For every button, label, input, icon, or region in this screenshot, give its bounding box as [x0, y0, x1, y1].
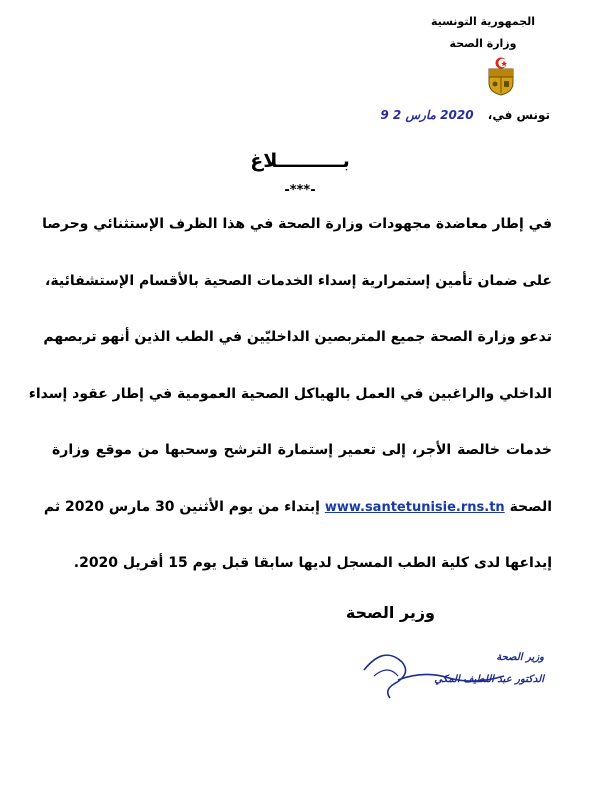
signature-line-title: وزير الصحة	[496, 652, 544, 663]
tunisia-coat-of-arms-icon	[484, 56, 518, 96]
date-value: 2020 مارس 2 9	[380, 108, 474, 122]
signature-stamp	[354, 640, 544, 710]
body-line: خدمات خالصة الأجر، إلى تعمير إستمارة الترشح وسحبها من موقع وزارة	[52, 442, 552, 458]
republic-name: الجمهورية التونسية	[430, 15, 536, 28]
body-line: تدعو وزارة الصحة جميع المتربصين الداخليّين في الطب الذين أنهو تربصهم	[43, 329, 552, 345]
communique-body	[28, 214, 552, 610]
ministry-website-link[interactable]: www.santetunisie.rns.tn	[324, 499, 505, 515]
date-label: تونس في،	[487, 108, 550, 122]
body-line: في إطار معاضدة مجهودات وزارة الصحة في هذا الظرف الإستثنائي وحرصا	[42, 216, 552, 232]
date-line	[380, 108, 550, 122]
body-line-end: إبتداء من يوم الأثنين 30 مارس 2020 ثم	[43, 498, 320, 515]
body-line: إيداعها لدى كلية الطب المسجل لديها سابقا قبل يوم 15 أفريل 2020.	[73, 555, 552, 571]
signature-line-name: الدكتور عبد اللطيف المكي	[434, 674, 544, 685]
body-line-with-link	[43, 497, 552, 517]
body-line-start: الصحة	[509, 498, 552, 515]
communique-title: بــــــــــلاغ	[250, 150, 350, 172]
body-line: الداخلي والراغبين في العمل بالهياكل الصحية العمومية في إطار عقود إسداء	[28, 385, 552, 402]
signer-title: وزير الصحة	[345, 603, 435, 622]
title-separator: -***-	[284, 183, 316, 198]
letterhead	[418, 14, 548, 52]
body-line: على ضمان تأمين إستمرارية إسداء الخدمات الصحية بالأقسام الإستشفائية،	[45, 272, 552, 289]
ministry-name: وزارة الصحة	[449, 37, 517, 50]
